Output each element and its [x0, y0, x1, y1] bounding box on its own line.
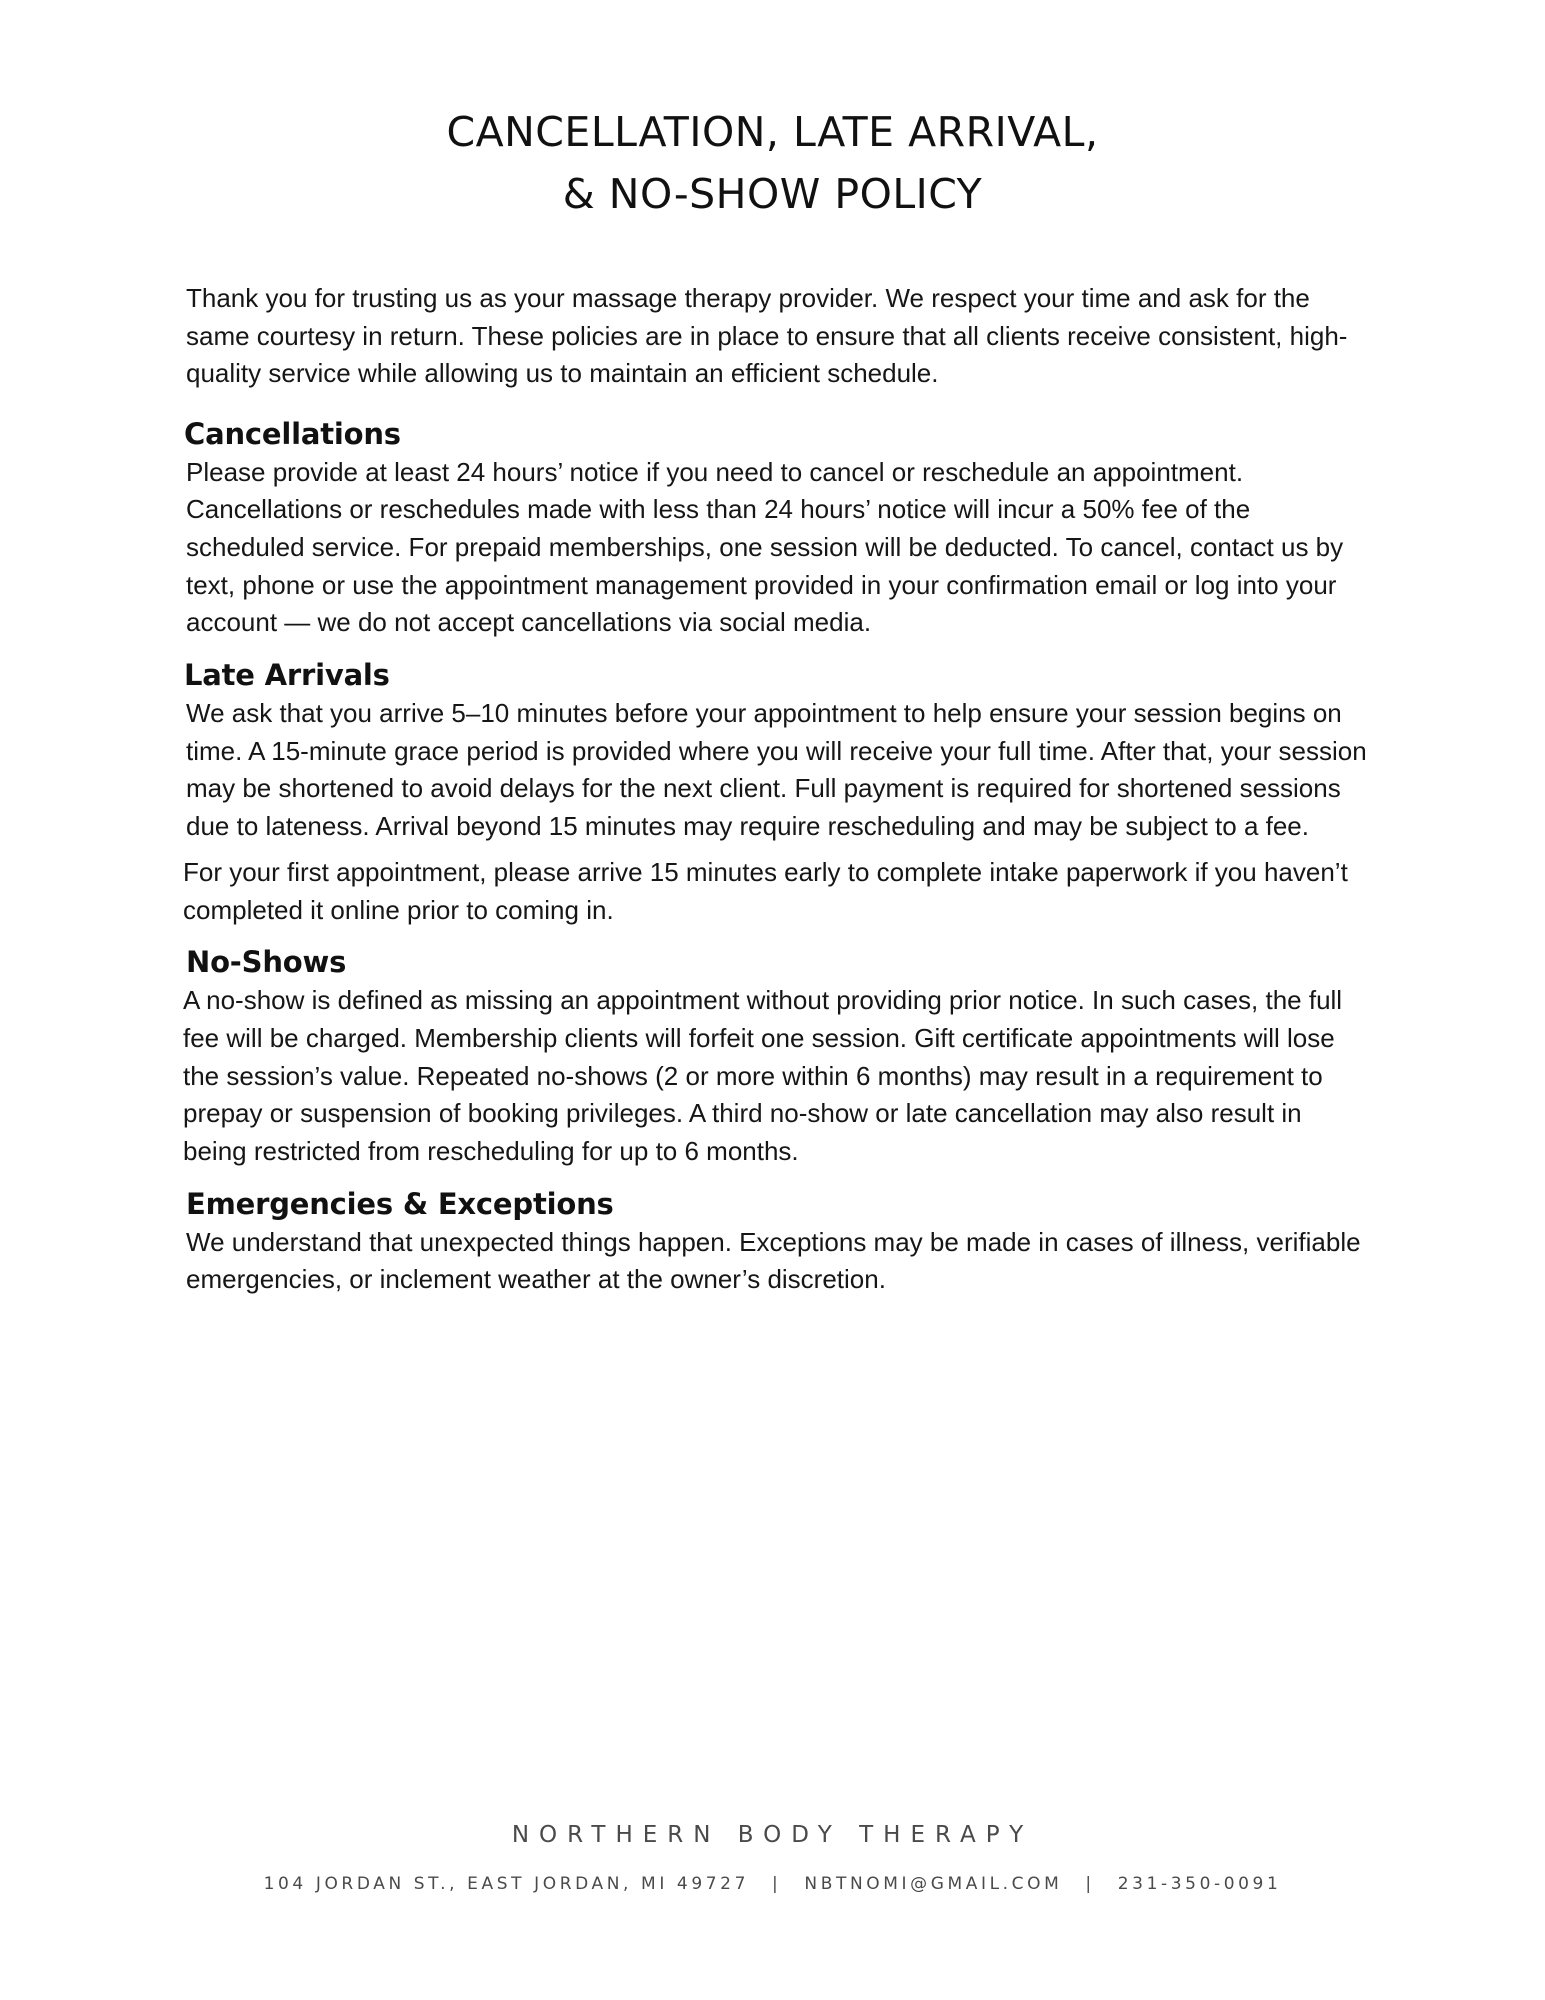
- section-heading-cancellations: Cancellations: [184, 416, 401, 451]
- footer-email[interactable]: NBTNOMI@GMAIL.COM: [804, 1874, 1063, 1894]
- footer-brand-name: NORTHERN BODY THERAPY: [511, 1822, 1034, 1848]
- footer-separator: |: [772, 1874, 782, 1894]
- section-late-arrivals: [184, 656, 1369, 929]
- section-body-emergencies: We understand that unexpected things happen. Exceptions may be made in cases of illness, verifiable emergencies, or inclement weather at the owner’s discretion.: [186, 1226, 1361, 1295]
- footer-contact-line: [0, 1872, 1545, 1896]
- footer-address: 104 JORDAN ST., EAST JORDAN, MI 49727: [263, 1874, 750, 1894]
- footer-separator: |: [1085, 1874, 1095, 1894]
- section-body-late-arrivals-first-appointment: For your first appointment, please arrive 15 minutes early to complete intake paperwork if you haven’t completed it online prior to coming in.: [183, 856, 1348, 925]
- section-cancellations: [184, 415, 1369, 643]
- section-heading-no-shows: No-Shows: [186, 945, 347, 980]
- section-no-shows: [184, 943, 1369, 1171]
- page-title: [0, 101, 1545, 225]
- policy-content: [184, 280, 1369, 1313]
- section-body-late-arrivals: We ask that you arrive 5–10 minutes before your appointment to help ensure your session begins on time. A 15-minute grace period is provided where you will receive your full time. After that, your session may be shortened to avoid delays for the next client. Full payment is required for shortened sessions due to lateness. Arrival beyond 15 minutes may require rescheduling and may be subject to a fee.: [186, 698, 1367, 842]
- intro-paragraph: Thank you for trusting us as your massage therapy provider. We respect your time and ask for the same courtesy in return. These policies are in place to ensure that all clients receive consistent, high-quality service while allowing us to maintain an efficient schedule.: [186, 283, 1348, 388]
- section-body-no-shows: A no-show is defined as missing an appointment without providing prior notice. In such cases, the full fee will be charged. Membership clients will forfeit one session. Gift certificate appointments will lose the session’s value. Repeated no-shows (2 or more within 6 months) may result in a requirement to prepay or suspension of booking privileges. A third no-show or late cancellation may also result in being restricted from rescheduling for up to 6 months.: [183, 985, 1343, 1167]
- section-emergencies: [184, 1185, 1369, 1299]
- section-heading-late-arrivals: Late Arrivals: [184, 658, 390, 693]
- section-body-cancellations: Please provide at least 24 hours’ notice if you need to cancel or reschedule an appointment. Cancellations or reschedules made with less than 24 hours’ notice will incur a 50% fee of the scheduled service. For prepaid memberships, one session will be deducted. To cancel, contact us by text, phone or use the appointment management provided in your confirmation email or log into your account — we do not accept cancellations via social media.: [186, 456, 1344, 638]
- section-heading-emergencies: Emergencies & Exceptions: [186, 1186, 614, 1221]
- page-title-line-2: & NO-SHOW POLICY: [562, 170, 983, 218]
- page-title-line-1: CANCELLATION, LATE ARRIVAL,: [446, 108, 1099, 156]
- footer-phone[interactable]: 231-350-0091: [1117, 1874, 1282, 1894]
